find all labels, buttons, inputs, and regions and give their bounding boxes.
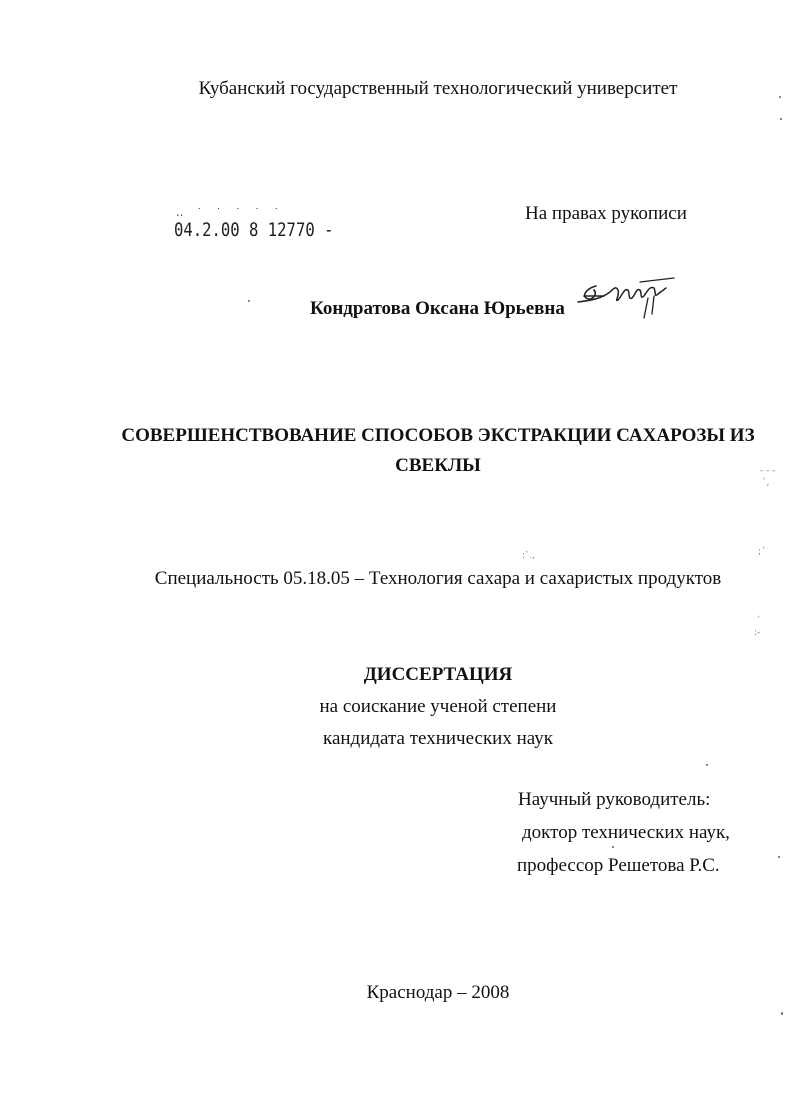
city-year: Краснодар – 2008: [366, 982, 510, 1003]
scan-mark: ;ˊ: [758, 547, 766, 557]
scan-speck: [706, 764, 708, 766]
author-name: Кондратова Оксана Юрьевна: [310, 298, 565, 319]
dissertation-label: ДИССЕРТАЦИЯ: [363, 664, 513, 685]
scan-mark: - - -: [760, 466, 776, 476]
degree-line-1: на соискание ученой степени: [319, 696, 557, 717]
supervisor-label: Научный руководитель:: [518, 789, 711, 810]
scan-speck: [779, 96, 781, 98]
library-stamp-code: 04.2.00 8 12770 -: [174, 219, 334, 241]
scan-speck: [780, 118, 782, 120]
scan-mark: :ˋ.,: [522, 551, 536, 561]
speciality: Специальность 05.18.05 – Технология сахара и сахаристых продуктов: [154, 568, 722, 589]
scan-mark: ˊ: [756, 616, 761, 626]
dissertation-title-line-2: СВЕКЛЫ: [395, 455, 481, 476]
stamp-dots: ‥ ˙ ˙ ˙ ˙ ˙: [176, 206, 283, 219]
handwritten-signature: [574, 268, 678, 324]
scan-speck: [612, 846, 614, 848]
supervisor-degree: доктор технических наук,: [522, 822, 730, 843]
scan-mark: ˋ,: [762, 478, 770, 488]
manuscript-note: На правах рукописи: [525, 203, 687, 224]
scan-mark: :-: [754, 628, 761, 638]
scan-speck: [781, 1012, 783, 1015]
degree-line-2: кандидата технических наук: [323, 728, 553, 749]
scan-speck: [778, 856, 780, 858]
dissertation-title-line-1: СОВЕРШЕНСТВОВАНИЕ СПОСОБОВ ЭКСТРАКЦИИ САХАРОЗЫ ИЗ: [121, 425, 755, 446]
scan-speck: [248, 300, 250, 302]
university-name: Кубанский государственный технологический университет: [198, 78, 678, 99]
supervisor-name: профессор Решетова Р.С.: [517, 855, 720, 876]
